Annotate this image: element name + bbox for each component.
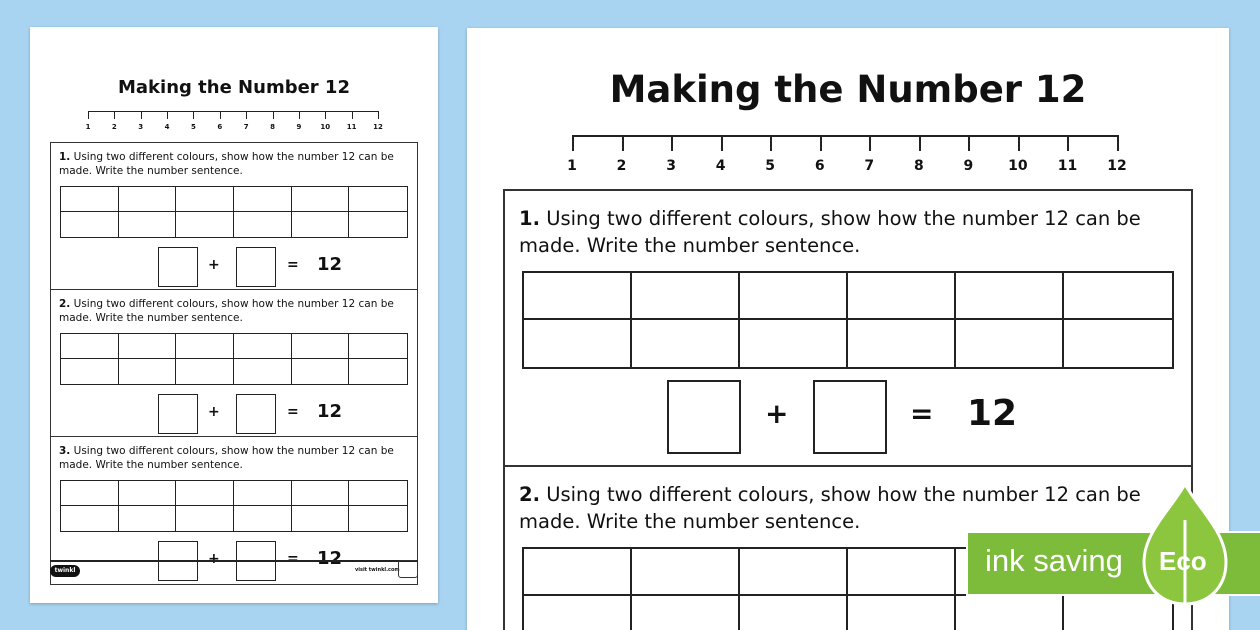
grid-cell[interactable] <box>740 273 848 320</box>
number-line-tick <box>88 111 89 119</box>
grid-cell[interactable] <box>176 212 234 237</box>
number-line-tick <box>622 135 624 151</box>
number-line-tick <box>167 111 168 119</box>
grid-cell[interactable] <box>176 187 234 212</box>
number-line-label: 1 <box>567 158 577 174</box>
grid-cell[interactable] <box>119 334 177 359</box>
grid-cell[interactable] <box>234 212 292 237</box>
grid-cell[interactable] <box>349 187 407 212</box>
grid-cell[interactable] <box>119 506 177 531</box>
number-line-label: 8 <box>270 123 275 131</box>
grid-cell[interactable] <box>956 596 1064 630</box>
number-line-label: 12 <box>1107 158 1127 174</box>
number-line-tick <box>1067 135 1069 151</box>
grid-cell[interactable] <box>234 187 292 212</box>
number-line-label: 10 <box>320 123 331 131</box>
grid-cell[interactable] <box>740 320 848 367</box>
answer-box[interactable] <box>236 394 276 434</box>
number-line-label: 5 <box>765 158 776 174</box>
grid-cell[interactable] <box>848 320 956 367</box>
question-1: 1. Using two different colours, show how the number 12 can be made. Write the number sentence. + = 12 <box>503 189 1193 466</box>
ten-frame-grid <box>60 186 408 238</box>
grid-cell[interactable] <box>119 481 177 506</box>
ten-frame-grid <box>60 480 408 532</box>
number-line-tick <box>1018 135 1020 151</box>
grid-cell[interactable] <box>61 187 119 212</box>
footer-url: visit twinkl.com <box>355 567 400 573</box>
grid-cell[interactable] <box>524 549 632 596</box>
grid-cell[interactable] <box>61 481 119 506</box>
number-line-label: 2 <box>111 123 117 131</box>
number-line-tick <box>820 135 822 151</box>
grid-cell[interactable] <box>524 273 632 320</box>
grid-cell[interactable] <box>176 334 234 359</box>
grid-cell[interactable] <box>524 320 632 367</box>
grid-cell[interactable] <box>956 320 1064 367</box>
grid-cell[interactable] <box>349 334 407 359</box>
number-line-tick <box>193 111 194 119</box>
number-line-label: 5 <box>191 123 196 131</box>
page-title: Making the Number 12 <box>609 68 1087 111</box>
number-line-tick <box>378 111 379 119</box>
question-2: 2. Using two different colours, show how the number 12 can be made. Write the number sentence. <box>503 465 1193 630</box>
number-line-label: 6 <box>814 158 825 174</box>
grid-cell[interactable] <box>292 334 350 359</box>
grid-cell[interactable] <box>61 506 119 531</box>
grid-cell[interactable] <box>119 359 177 384</box>
grid-cell[interactable] <box>292 481 350 506</box>
number-line-label: 9 <box>296 123 302 131</box>
grid-cell[interactable] <box>1064 320 1172 367</box>
number-line-tick <box>572 135 574 151</box>
eco-label: Eco <box>1159 546 1207 576</box>
number-line-tick <box>246 111 247 119</box>
grid-cell[interactable] <box>176 359 234 384</box>
grid-cell[interactable] <box>176 481 234 506</box>
answer-box[interactable] <box>813 380 887 454</box>
number-line-label: 6 <box>217 123 223 131</box>
grid-cell[interactable] <box>119 187 177 212</box>
number-line-tick <box>325 111 326 119</box>
grid-cell[interactable] <box>119 212 177 237</box>
number-line-tick <box>220 111 221 119</box>
grid-cell[interactable] <box>632 273 740 320</box>
number-line-tick <box>869 135 871 151</box>
grid-cell[interactable] <box>349 359 407 384</box>
number-line-label: 8 <box>913 158 924 174</box>
number-line-label: 1 <box>85 123 91 131</box>
grid-cell[interactable] <box>234 334 292 359</box>
thumbnail-question-2: 2. Using two different colours, show how the number 12 can be made. Write the number sentence. + = 12 <box>50 289 418 438</box>
grid-cell[interactable] <box>632 549 740 596</box>
grid-cell[interactable] <box>349 212 407 237</box>
checked-badge-icon <box>398 560 418 578</box>
grid-cell[interactable] <box>524 596 632 630</box>
number-line-label: 2 <box>616 158 627 174</box>
number-line-tick <box>273 111 274 119</box>
grid-cell[interactable] <box>234 359 292 384</box>
number-line-label: 3 <box>666 158 676 174</box>
answer-box[interactable] <box>158 247 198 287</box>
number-line-tick <box>968 135 970 151</box>
grid-cell[interactable] <box>61 212 119 237</box>
grid-cell[interactable] <box>176 506 234 531</box>
ink-saving-label: ink saving <box>985 543 1123 578</box>
grid-cell[interactable] <box>848 549 956 596</box>
thumbnail-question-1: 1. Using two different colours, show how the number 12 can be made. Write the number sentence. + = 12 <box>50 142 418 291</box>
number-line-label: 3 <box>138 123 144 131</box>
number-line-tick <box>770 135 772 151</box>
grid-cell[interactable] <box>234 506 292 531</box>
grid-cell[interactable] <box>349 506 407 531</box>
answer-box[interactable] <box>236 247 276 287</box>
number-line-tick <box>1117 135 1119 151</box>
grid-cell[interactable] <box>848 596 956 630</box>
number-line-label: 12 <box>373 123 383 131</box>
answer-box[interactable] <box>667 380 741 454</box>
number-line-label: 4 <box>164 123 170 131</box>
grid-cell[interactable] <box>292 506 350 531</box>
grid-cell[interactable] <box>848 273 956 320</box>
grid-cell[interactable] <box>292 359 350 384</box>
number-line-tick <box>299 111 300 119</box>
grid-cell[interactable] <box>349 481 407 506</box>
number-line-label: 10 <box>1008 158 1028 174</box>
grid-cell[interactable] <box>1064 273 1172 320</box>
grid-cell[interactable] <box>234 481 292 506</box>
thumbnail-title: Making the Number 12 <box>118 77 350 98</box>
grid-cell[interactable] <box>292 212 350 237</box>
thumbnail-number-line <box>88 111 378 121</box>
number-line-tick <box>919 135 921 151</box>
number-line-tick <box>671 135 673 151</box>
thumbnail-question-3: 3. Using two different colours, show how the number 12 can be made. Write the number sentence. + = 12 <box>50 436 418 585</box>
grid-cell[interactable] <box>740 549 848 596</box>
grid-cell[interactable] <box>292 187 350 212</box>
twinkl-logo: twinkl <box>50 565 80 577</box>
grid-cell[interactable] <box>632 596 740 630</box>
worksheet-thumbnail <box>30 27 438 603</box>
number-line-label: 7 <box>243 123 249 131</box>
grid-cell[interactable] <box>740 596 848 630</box>
number-line-label: 11 <box>1057 158 1078 174</box>
grid-cell[interactable] <box>61 334 119 359</box>
number-line-label: 7 <box>864 158 875 174</box>
ten-frame-grid <box>60 333 408 385</box>
number-line <box>572 135 1117 153</box>
grid-cell[interactable] <box>61 359 119 384</box>
number-line-label: 4 <box>715 158 726 174</box>
ten-frame-grid <box>522 271 1174 369</box>
grid-cell[interactable] <box>956 273 1064 320</box>
footer-divider <box>50 560 418 562</box>
number-line-tick <box>352 111 353 119</box>
number-line-tick <box>141 111 142 119</box>
answer-box[interactable] <box>158 394 198 434</box>
number-line-label: 9 <box>963 158 974 174</box>
number-line-tick <box>114 111 115 119</box>
grid-cell[interactable] <box>632 320 740 367</box>
number-line-tick <box>721 135 723 151</box>
number-line-label: 11 <box>346 123 357 131</box>
